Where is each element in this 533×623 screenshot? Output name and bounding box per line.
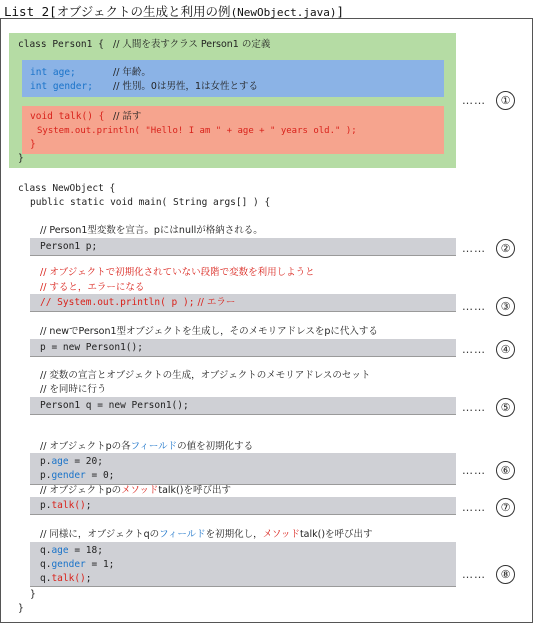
stmt-8b-field: gender [51,559,86,570]
comment-3b: // すると，エラーになる [40,282,145,293]
stmt-7-rest: ; [85,500,92,511]
stmt-3-code: // System.out.println( p ); [40,297,195,308]
marker-dots-6: …… [462,464,486,477]
field-age: int age; [30,67,76,78]
field-age-comment: // 年齢。 [113,67,151,78]
newobject-decl: class NewObject { [18,183,116,194]
stmt-8b [40,559,114,571]
comment-7-pre: // オブジェクトpの [40,485,122,496]
comment-8-post: talk()を呼び出す [299,529,373,540]
person1-decl-comment: // 人間を表すクラス Person1 の定義 [113,39,271,50]
comment-8-field: フィールド [159,529,206,540]
title-filename: (NewObject.java) [230,6,337,19]
stmt-7-method: talk() [51,500,86,511]
stmt-8a-field: age [51,545,69,556]
stmt-8c-rest: ; [85,573,92,584]
marker-dots-1: …… [462,94,486,107]
person1-close: } [18,153,24,164]
stmt-8c-obj: q. [40,573,52,584]
stmt-6a-field: age [51,456,69,467]
comment-6-pre: // オブジェクトpの各 [40,441,131,452]
marker-number-5: ⑤ [496,398,515,417]
stmt-7-obj: p. [40,500,52,511]
method-talk-comment: // 話す [113,111,142,122]
comment-7-method: メソッド [121,485,159,496]
marker-number-6: ⑥ [496,461,515,480]
comment-7-post: talk()を呼び出す [158,485,231,496]
stmt-6b-field: gender [51,470,86,481]
main-method-close: } [30,589,36,600]
stmt-6a [40,456,103,468]
marker-number-1: ① [496,91,515,110]
stmt-8b-rest: = 1; [85,559,115,570]
stmt-6a-rest: = 20; [68,456,103,467]
stmt-3 [40,297,235,309]
marker-dots-4: …… [462,343,486,356]
stmt-3-error: // エラー [194,297,236,308]
stmt-7 [40,500,92,512]
comment-6 [40,441,253,453]
comment-5a: // 変数の宣言とオブジェクトの生成，オブジェクトのメモリアドレスのセット [40,370,371,381]
marker-number-2: ② [496,239,515,258]
code-block-7 [30,497,456,515]
stmt-6b-rest: = 0; [85,470,115,481]
stmt-8a-obj: q. [40,545,52,556]
marker-number-8: ⑧ [496,565,515,584]
method-talk-close: } [30,139,36,150]
comment-5b: // を同時に行う [40,384,107,395]
stmt-8b-obj: q. [40,559,52,570]
comment-8 [40,529,373,541]
marker-dots-7: …… [462,501,486,514]
marker-number-7: ⑦ [496,498,515,517]
stmt-2: Person1 p; [40,241,98,252]
comment-6-field: フィールド [130,441,178,452]
title-close: ] [336,4,345,19]
stmt-8c [40,573,92,585]
stmt-8c-method: talk() [51,573,86,584]
marker-dots-2: …… [462,242,486,255]
comment-2: // Person1型変数を宣言。pにはnullが格納される。 [40,225,263,236]
stmt-6b [40,470,114,482]
marker-dots-3: …… [462,300,486,313]
stmt-6b-obj: p. [40,470,52,481]
newobject-close: } [18,603,24,614]
stmt-8a-rest: = 18; [68,545,103,556]
marker-dots-5: …… [462,401,486,414]
main-method-decl: public static void main( String args[] ) { [30,197,271,208]
marker-dots-8: …… [462,568,486,581]
method-talk-decl: void talk() { [30,111,105,122]
title-main: List 2[オブジェクトの生成と利用の例 [4,4,231,19]
comment-8-pre: // 同様に，オブジェクトqの [40,529,160,540]
method-talk-body: System.out.println( "Hello! I am " + age + " years old." ); [37,126,357,136]
stmt-8a [40,545,103,557]
comment-7 [40,485,231,497]
field-gender-comment: // 性別。0は男性，1は女性とする [113,81,259,92]
comment-6-post: の値を初期化する [177,441,254,452]
comment-4: // newでPerson1型オブジェクトを生成し，そのメモリアドレスをpに代入する [40,326,378,337]
comment-8-method: メソッド [262,529,300,540]
marker-number-4: ④ [496,340,515,359]
comment-3a: // オブジェクトで初期化されていない段階で変数を利用しようと [40,267,315,278]
stmt-6a-obj: p. [40,456,52,467]
field-gender: int gender; [30,81,93,92]
person1-decl: class Person1 { [18,39,104,50]
stmt-5: Person1 q = new Person1(); [40,400,189,411]
comment-8-mid: を初期化し， [205,529,263,540]
marker-number-3: ③ [496,297,515,316]
stmt-4: p = new Person1(); [40,342,143,353]
